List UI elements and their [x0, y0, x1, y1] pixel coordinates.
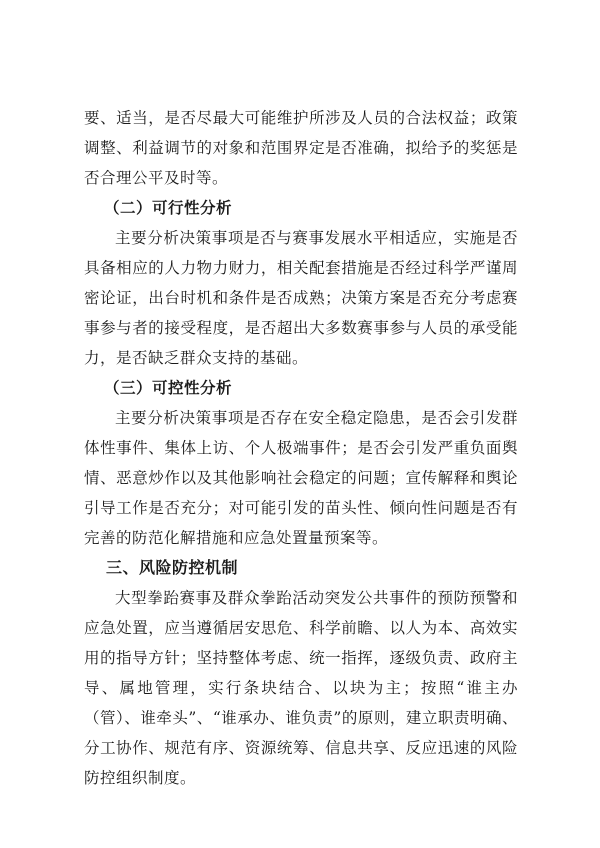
feasibility-heading: （二）可行性分析: [104, 199, 233, 217]
document-body: [84, 103, 518, 793]
controllability-paragraph: 主要分析决策事项是否存在安全稳定隐患，是否会引发群体性事件、集体上访、个人极端事件；是否会引发严重负面舆情、恶意炒作以及其他影响社会稳定的问题；宣传解释和舆论引导工作是否充分；对可能引发的苗头性、倾向性问题是否有完善的防范化解措施和应急处置量预案等。: [84, 409, 518, 547]
mechanism-heading: 三、风险防控机制: [106, 558, 239, 577]
continued-paragraph: 要、适当，是否尽最大可能维护所涉及人员的合法权益；政策调整、利益调节的对象和范围界定是否准确，拟给予的奖惩是否合理公平及时等。: [84, 109, 518, 187]
mechanism-paragraph: 大型拳跆赛事及群众拳跆活动突发公共事件的预防预警和应急处置，应当遵循居安思危、科学前瞻、以人为本、高效实用的指导方针；坚持整体考虑、统一指挥，逐级负责、政府主导、属地管理，实行条块结合、以块为主；按照“谁主办（管）、谁牵头”、“谁承办、谁负责”的原则，建立职责明确、分工协作、规范有序、资源统筹、信息共享、反应迅速的风险防控组织制度。: [84, 589, 518, 787]
controllability-heading: （三）可控性分析: [104, 379, 233, 397]
feasibility-paragraph: 主要分析决策事项是否与赛事发展水平相适应，实施是否具备相应的人力物力财力，相关配套措施是否经过科学严谨周密论证，出台时机和条件是否成熟；决策方案是否充分考虑赛事参与者的接受程度，是否超出大多数赛事参与人员的承受能力，是否缺乏群众支持的基础。: [84, 229, 518, 367]
